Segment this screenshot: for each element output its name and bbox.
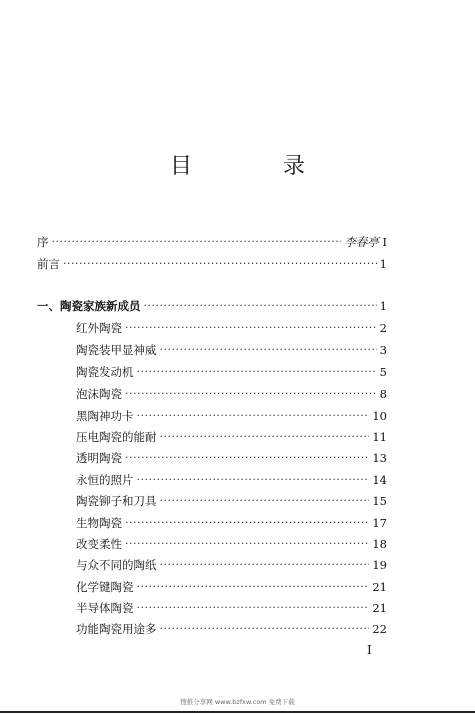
toc-chapter-1[interactable] <box>37 297 387 315</box>
toc-entry[interactable] <box>76 428 387 446</box>
toc-entry-title: 一、陶瓷家族新成员 <box>37 299 141 313</box>
toc-entry-page: 18 <box>372 537 387 551</box>
toc-entry-page: 1 <box>379 299 387 313</box>
toc-entry[interactable] <box>76 363 387 381</box>
toc-entry-title: 序 <box>37 235 49 249</box>
toc-entry-page: 2 <box>379 321 387 335</box>
leader-dots <box>160 492 370 510</box>
page-number: I <box>367 643 372 657</box>
toc-entry[interactable] <box>76 319 387 337</box>
toc-entry[interactable] <box>76 578 387 596</box>
leader-dots <box>137 599 370 617</box>
watermark-footer: 搜推分享网 www.bzfxw.com 免费下载 <box>180 698 295 706</box>
bottom-rule <box>0 711 475 713</box>
toc-entry[interactable] <box>76 449 387 467</box>
leader-dots <box>125 319 377 337</box>
toc-entry-page: 15 <box>372 494 387 508</box>
leader-dots <box>137 363 377 381</box>
leader-dots <box>137 578 370 596</box>
toc-entry-title: 半导体陶瓷 <box>76 601 134 615</box>
leader-dots <box>144 297 377 315</box>
toc-entry-page: 19 <box>372 558 387 572</box>
toc-entry-title: 永恒的照片 <box>76 473 134 487</box>
toc-entry-page: 11 <box>372 430 387 444</box>
toc-entry-title: 泡沫陶瓷 <box>76 387 122 401</box>
leader-dots <box>125 514 369 532</box>
leader-dots <box>160 341 377 359</box>
toc-entry-page: 10 <box>372 409 387 423</box>
toc-entry-page: 14 <box>372 473 387 487</box>
toc-entry[interactable] <box>76 385 387 403</box>
toc-entry[interactable] <box>76 341 387 359</box>
toc-entry[interactable] <box>76 620 387 638</box>
toc-entry[interactable] <box>76 471 387 489</box>
leader-dots <box>125 449 369 467</box>
toc-entry-title: 与众不同的陶纸 <box>76 558 157 572</box>
toc-entry-page: 21 <box>372 580 387 594</box>
leader-dots <box>137 471 370 489</box>
toc-entry[interactable] <box>76 492 387 510</box>
page-title: 目 录 <box>170 154 347 179</box>
leader-dots <box>125 385 377 403</box>
leader-dots <box>160 620 370 638</box>
leader-dots <box>52 233 342 251</box>
toc-entry-title: 黑陶神功卡 <box>76 409 134 423</box>
toc-entry[interactable] <box>76 599 387 617</box>
toc-entry-title: 前言 <box>37 257 60 271</box>
toc-entry[interactable] <box>76 556 387 574</box>
toc-entry-author: 李春亭 <box>344 235 379 249</box>
toc-entry-title: 陶瓷发动机 <box>76 365 134 379</box>
toc-entry-title: 功能陶瓷用途多 <box>76 622 157 636</box>
leader-dots <box>160 556 370 574</box>
toc-entry-title: 化学键陶瓷 <box>76 580 134 594</box>
toc-entry-title: 陶瓷铆子和刀具 <box>76 494 157 508</box>
toc-entry[interactable] <box>76 535 387 553</box>
toc-entry-page: 3 <box>379 343 387 357</box>
toc-entry-page: 21 <box>372 601 387 615</box>
toc-entry-page: I <box>382 235 387 249</box>
toc-entry-title: 陶瓷装甲显神威 <box>76 343 157 357</box>
toc-entry-title: 透明陶瓷 <box>76 451 122 465</box>
leader-dots <box>63 255 377 273</box>
toc-entry-preface[interactable] <box>37 233 387 251</box>
leader-dots <box>160 428 370 446</box>
toc-entry[interactable] <box>76 514 387 532</box>
leader-dots <box>137 407 370 425</box>
toc-entry-page: 8 <box>379 387 387 401</box>
toc-entry[interactable] <box>76 407 387 425</box>
toc-entry-foreword[interactable] <box>37 255 387 273</box>
toc-entry-page: 13 <box>372 451 387 465</box>
toc-entry-page: 17 <box>372 516 387 530</box>
toc-entry-page: 5 <box>379 365 387 379</box>
toc-entry-page: 22 <box>372 622 387 636</box>
toc-entry-title: 改变柔性 <box>76 537 122 551</box>
toc-entry-page: 1 <box>379 257 387 271</box>
leader-dots <box>125 535 369 553</box>
toc-entry-title: 红外陶瓷 <box>76 321 122 335</box>
toc-entry-title: 生物陶瓷 <box>76 516 122 530</box>
toc-entry-title: 压电陶瓷的能耐 <box>76 430 157 444</box>
